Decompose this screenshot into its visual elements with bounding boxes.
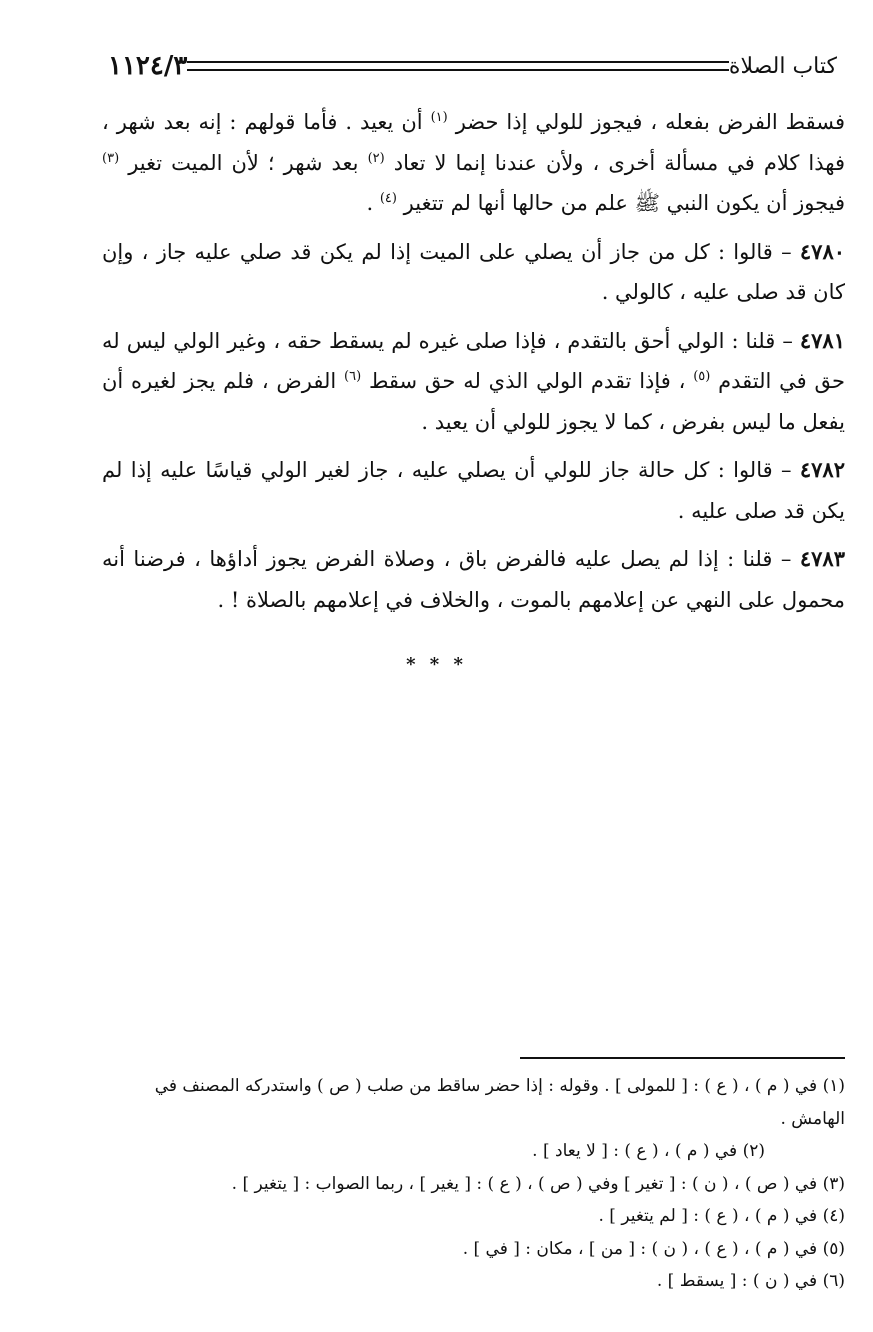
footnote-2: (٢) في ( م ) ، ( ع ) : [ لا يعاد ] .: [532, 1141, 765, 1161]
footnote-3: (٣) في ( ص ) ، ( ن ) : [ تغير ] وفي ( ص ) ، ( ع ) : [ يغير ] ، ربما الصواب : [ يتغير ] .: [231, 1173, 845, 1194]
paragraph-text: .: [366, 191, 374, 215]
footnote-row: [102, 1135, 845, 1168]
paragraph-text: أن يعيد . فأما قولهم : إنه بعد شهر ، فهذا كلام في مسألة أخرى ، ولأن عندنا إنما لا تعاد: [102, 110, 846, 175]
paragraph-text: – قلنا : الولي أحق بالتقدم ، فإذا صلى غيره لم يسقط حقه ، وغير الولي ليس له حق في التقدم: [102, 328, 845, 393]
paragraph-text: فيجوز أن يكون النبي ﷺ علم من حالها أنها لم تتغير: [403, 191, 845, 215]
paragraph-4781: [102, 321, 845, 443]
section-separator: * * *: [406, 654, 467, 675]
paragraph-text: فسقط الفرض بفعله ، فيجوز للولي إذا حضر: [455, 110, 845, 134]
paragraph-intro: [102, 102, 845, 224]
footnote-ref-5: (٥): [693, 369, 711, 384]
book-title: كتاب الصلاة: [728, 53, 837, 79]
footnote-ref-4: (٤): [379, 191, 397, 206]
header-rule: [187, 61, 729, 71]
paragraph-text: – قلنا : إذا لم يصل عليه فالفرض باق ، وصلاة الفرض يجوز أداؤها ، فرضنا أنه محمول على النهي عن إعلامهم بالموت ، والخلاف في إعلامهم بالصلاة ! .: [102, 547, 845, 612]
paragraph-text: الفرض ، فلم يجز لغيره أن يفعل ما ليس بفرض ، كما لا يجوز للولي أن يعيد .: [102, 369, 845, 434]
paragraph-4783: [102, 539, 845, 620]
footnote-1: (١) في ( م ) ، ( ع ) : [ للمولى ] . وقوله : إذا حضر ساقط من صلب ( ص ) واستدركه المصنف في الهامش .: [154, 1076, 845, 1129]
paragraph-text: بعد شهر ؛ لأن الميت تغير: [128, 150, 359, 175]
paragraph-number: ٤٧٨٢: [799, 457, 845, 482]
footnote-ref-2: (٢): [367, 150, 385, 166]
running-header: [100, 46, 845, 86]
footnote-5: (٥) في ( م ) ، ( ع ) ، ( ن ) : [ من ] ، مكان : [ في ] .: [462, 1238, 845, 1259]
footnote-4: (٤) في ( م ) ، ( ع ) : [ لم يتغير ] .: [598, 1206, 845, 1226]
page-number: ١١٢٤/٣: [108, 51, 188, 81]
footnote-6: (٦) في ( ن ) : [ يسقط ] .: [656, 1271, 845, 1291]
paragraph-number: ٤٧٨٣: [799, 546, 845, 571]
paragraph-4782: [102, 450, 845, 531]
main-text: [102, 102, 845, 628]
footnote-ref-6: (٦): [344, 369, 362, 384]
footnote-ref-3: (٣): [102, 150, 120, 166]
paragraph-text: – قالوا : كل من جاز أن يصلي على الميت إذا لم يكن قد صلي عليه جاز ، وإن كان قد صلى عليه ، كالولي .: [102, 239, 845, 304]
paragraph-4780: [102, 232, 845, 313]
paragraph-text: ، فإذا تقدم الولي الذي له حق سقط: [368, 369, 686, 393]
footnote-ref-1: (١): [430, 110, 448, 125]
paragraph-text: – قالوا : كل حالة جاز للولي أن يصلي عليه ، جاز لغير الولي قياسًا عليه إذا لم يكن قد صلى عليه .: [102, 458, 845, 523]
paragraph-number: ٤٧٨٠: [799, 238, 846, 264]
footnote-rule: [520, 1057, 845, 1059]
paragraph-number: ٤٧٨١: [799, 327, 845, 353]
footnotes: [102, 1070, 845, 1298]
